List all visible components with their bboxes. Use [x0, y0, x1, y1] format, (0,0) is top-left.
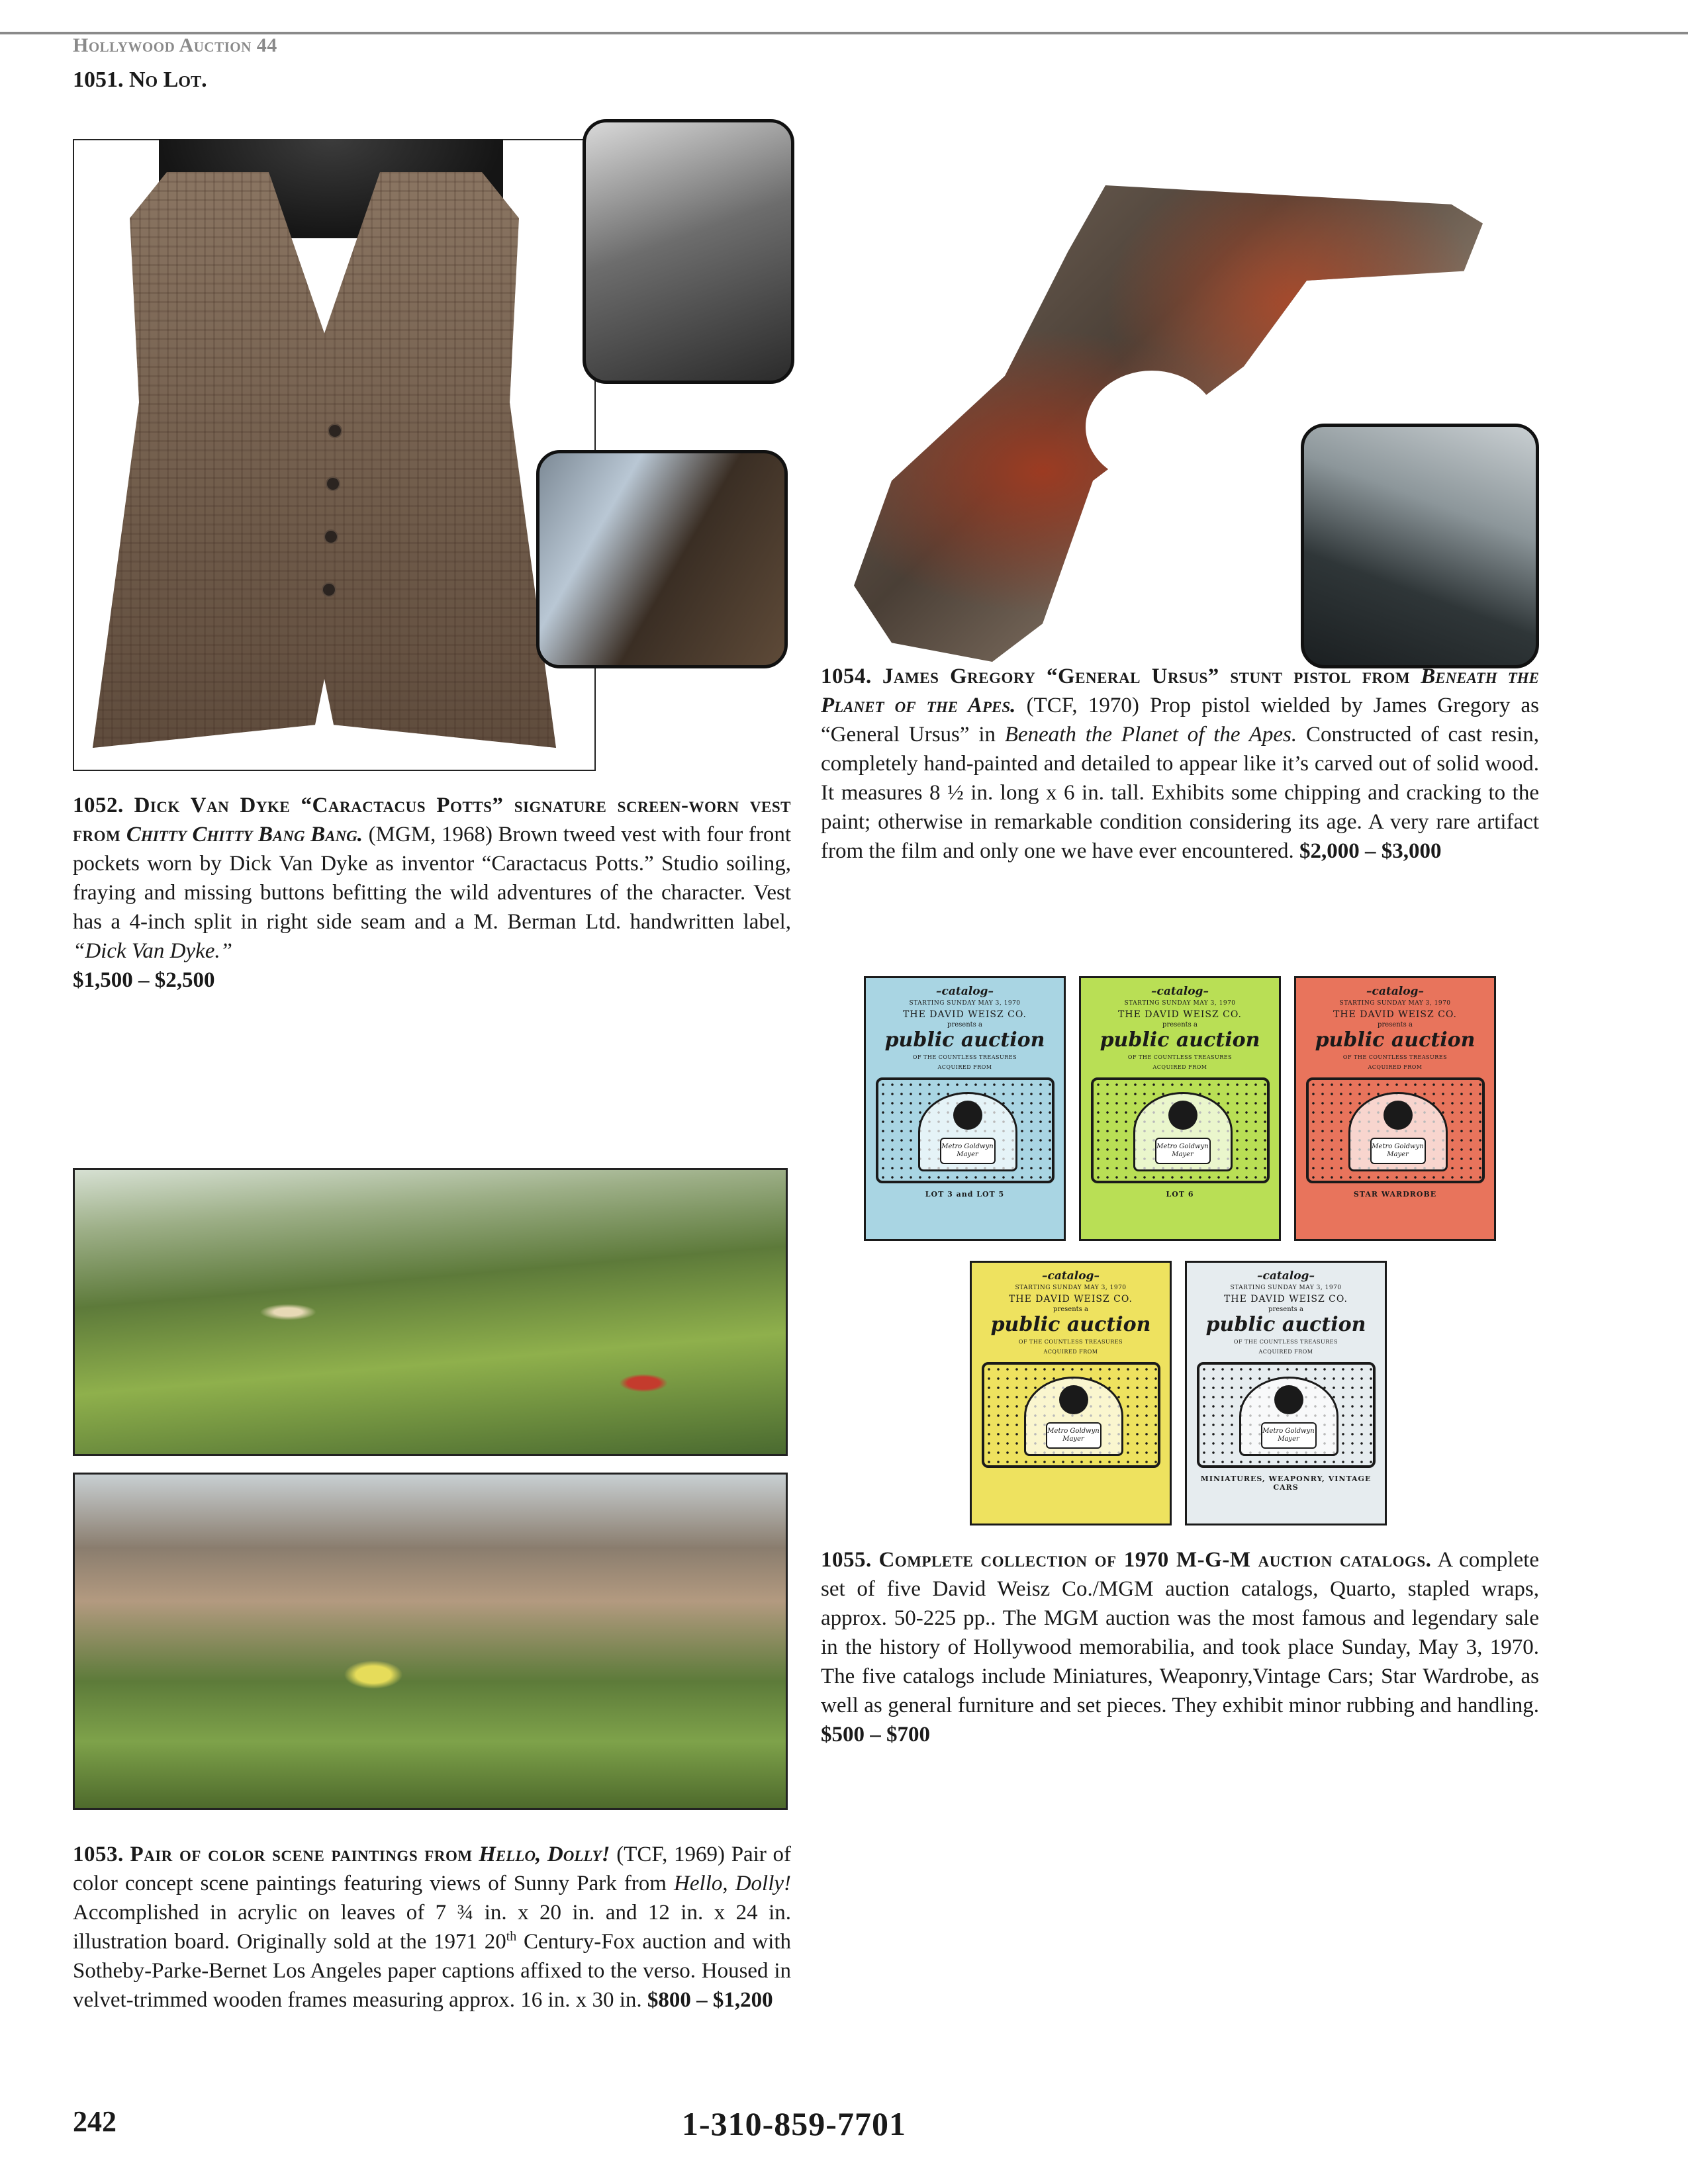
lot-1055-description	[821, 1545, 1539, 1749]
catalog-company: THE DAVID WEISZ CO.	[1224, 1294, 1348, 1304]
painting-sunny-park-promenade	[73, 1473, 788, 1810]
catalog-cover	[1079, 976, 1281, 1241]
mgm-lion-emblem-icon	[1306, 1077, 1485, 1183]
mgm-lion-emblem-icon	[1091, 1077, 1270, 1183]
lot-1053-film-inline: Hello, Dolly!	[674, 1872, 791, 1895]
emblem-frame	[1348, 1092, 1448, 1171]
catalog-title: public auction	[1205, 1313, 1366, 1336]
catalog-company: THE DAVID WEISZ CO.	[1333, 1009, 1457, 1020]
catalog-tagline-2: ACQUIRED FROM	[1152, 1064, 1207, 1070]
mgm-lion-emblem-icon	[1197, 1362, 1376, 1468]
emblem-plate: Metro Goldwyn Mayer	[940, 1138, 996, 1164]
lion-head-icon	[1274, 1385, 1303, 1414]
catalog-tagline-1: OF THE COUNTLESS TREASURES	[1127, 1054, 1233, 1060]
vest-button	[326, 477, 340, 491]
catalog-title: public auction	[884, 1028, 1045, 1052]
lot-1052-description	[73, 791, 791, 995]
vest-button	[324, 529, 338, 544]
lot-1053-film: Hello, Dolly!	[479, 1843, 610, 1866]
lot-1054-description	[821, 662, 1539, 866]
lot-1054-film: Beneath the Planet of the Apes.	[821, 664, 1540, 717]
catalog-footer: MINIATURES, WEAPONRY, VINTAGE CARS	[1200, 1475, 1372, 1492]
lot-1055-title: Complete collection of 1970 M-G-M auction catalogs.	[878, 1548, 1432, 1572]
lot-1052-estimate: $1,500 – $2,500	[73, 968, 215, 992]
lot-1055-estimate: $500 – $700	[821, 1723, 930, 1747]
emblem-frame	[1133, 1092, 1233, 1171]
catalog-tagline-1: OF THE COUNTLESS TREASURES	[912, 1054, 1017, 1060]
emblem-frame	[1239, 1377, 1338, 1456]
lot-1054-number: 1054.	[821, 664, 872, 688]
film-still-general-ursus	[1301, 424, 1539, 668]
catalog-date: STARTING SUNDAY MAY 3, 1970	[909, 1000, 1021, 1007]
lot-1052-title: Dick Van Dyke “Caractacus Potts” signature screen-worn vest from	[73, 794, 791, 846]
film-still-chitty-scene	[536, 450, 788, 668]
catalog-cover	[864, 976, 1066, 1241]
lot-1053-number: 1053.	[73, 1843, 124, 1866]
lot-1053-title: Pair of color scene paintings from	[130, 1843, 473, 1866]
catalog-company: THE DAVID WEISZ CO.	[1009, 1294, 1133, 1304]
emblem-plate: Metro Goldwyn Mayer	[1046, 1422, 1102, 1449]
lot-1052-number: 1052.	[73, 794, 124, 817]
catalog-tagline-2: ACQUIRED FROM	[1368, 1064, 1423, 1070]
lot-1053-body-3: Century-Fox auction and with Sotheby-Parke-Bernet Los Angeles paper captions affixed to the verso. Housed in velvet-trimmed wooden frames measuring approx. 16 in. x 30 in.	[73, 1930, 791, 2012]
emblem-plate: Metro Goldwyn Mayer	[1261, 1422, 1317, 1449]
catalog-heading: –catalog–	[1257, 1269, 1315, 1283]
lion-head-icon	[1383, 1101, 1413, 1130]
catalog-footer: STAR WARDROBE	[1353, 1190, 1437, 1199]
lot-1054-film-inline: Beneath the Planet of the Apes.	[1004, 723, 1297, 747]
mgm-lion-emblem-icon	[982, 1362, 1160, 1468]
page-number: 242	[73, 2105, 117, 2138]
lion-head-icon	[953, 1101, 982, 1130]
vest-button	[328, 424, 342, 438]
catalog-date: STARTING SUNDAY MAY 3, 1970	[1339, 1000, 1451, 1007]
lot-1054-body-1: (TCF, 1970) Prop pistol wielded by James Gregory as “General Ursus” in	[821, 694, 1540, 747]
catalog-presents: presents a	[1378, 1021, 1413, 1028]
lot-1054-title: James Gregory “General Ursus” stunt pistol from	[882, 664, 1411, 688]
catalog-footer: LOT 3 and LOT 5	[925, 1190, 1005, 1199]
emblem-frame	[918, 1092, 1017, 1171]
catalog-date: STARTING SUNDAY MAY 3, 1970	[1124, 1000, 1236, 1007]
mgm-lion-emblem-icon	[876, 1077, 1055, 1183]
emblem-frame	[1024, 1377, 1123, 1456]
phone-number: 1-310-859-7701	[682, 2105, 906, 2142]
catalog-presents: presents a	[947, 1021, 982, 1028]
lot-1051-no-lot: 1051. No Lot.	[73, 68, 207, 92]
pistol-trigger-guard	[1086, 371, 1218, 483]
painting-sunny-park-hillside	[73, 1168, 788, 1456]
catalog-presents: presents a	[1053, 1306, 1088, 1313]
vest-button	[322, 582, 336, 597]
catalog-title: public auction	[990, 1313, 1151, 1336]
lot-1054-body-2: Constructed of cast resin, completely hand-painted and detailed to appear like it’s carved out of solid wood. It measures 8 ½ in. long x 6 in. tall. Exhibits some chipping and cracking to the paint; otherwise in remarkable condition considering its age. A very rare artifact from the film and only one we have ever encountered.	[821, 723, 1539, 863]
film-still-chitty-cast	[583, 119, 794, 384]
catalog-tagline-2: ACQUIRED FROM	[1258, 1349, 1313, 1355]
lot-1053-body-1: (TCF, 1969) Pair of color concept scene paintings featuring views of Sunny Park from	[73, 1843, 792, 1895]
lot-1052-label-quote: “Dick Van Dyke.”	[73, 939, 233, 963]
lion-head-icon	[1059, 1385, 1088, 1414]
catalog-presents: presents a	[1162, 1021, 1197, 1028]
catalog-presents: presents a	[1268, 1306, 1303, 1313]
catalog-cover	[1185, 1261, 1387, 1525]
catalog-title: public auction	[1315, 1028, 1476, 1052]
lot-1052-body: (MGM, 1968) Brown tweed vest with four front pockets worn by Dick Van Dyke as inventor “Caractacus Potts.” Studio soiling, fraying and missing buttons befitting the wild adventures of the character. Vest has a 4-inch split in right side seam and a M. Berman Ltd. handwritten label,	[73, 823, 792, 934]
lot-1055-body: A complete set of five David Weisz Co./MGM auction catalogs, Quarto, stapled wraps, approx. 50-225 pp.. The MGM auction was the most famous and legendary sale in the history of Hollywood memorabilia, and took place Sunday, May 3, 1970. The five catalogs include Miniatures, Weaponry,Vintage Cars; Star Wardrobe, as well as general furniture and set pieces. They exhibit minor rubbing and handling.	[821, 1548, 1540, 1717]
lot-1053-superscript: th	[506, 1929, 517, 1944]
catalog-footer: LOT 6	[1166, 1190, 1194, 1199]
lot-1053-body-2: Accomplished in acrylic on leaves of 7 ¾ in. x 20 in. and 12 in. x 24 in. illustration board. Originally sold at the 1971 20	[73, 1901, 791, 1954]
lot-1052-film: Chitty Chitty Bang Bang.	[126, 823, 363, 846]
catalog-cover	[970, 1261, 1172, 1525]
catalog-heading: –catalog–	[1042, 1269, 1100, 1283]
catalog-date: STARTING SUNDAY MAY 3, 1970	[1230, 1285, 1342, 1291]
emblem-plate: Metro Goldwyn Mayer	[1155, 1138, 1211, 1164]
catalog-title: public auction	[1100, 1028, 1260, 1052]
catalog-tagline-1: OF THE COUNTLESS TREASURES	[1342, 1054, 1448, 1060]
catalog-heading: –catalog–	[1366, 985, 1424, 998]
catalog-tagline-1: OF THE COUNTLESS TREASURES	[1233, 1339, 1338, 1345]
catalog-tagline-1: OF THE COUNTLESS TREASURES	[1018, 1339, 1123, 1345]
catalog-heading: –catalog–	[936, 985, 994, 998]
lot-1053-estimate: $800 – $1,200	[647, 1988, 773, 2012]
catalog-cover	[1294, 976, 1496, 1241]
catalog-date: STARTING SUNDAY MAY 3, 1970	[1015, 1285, 1127, 1291]
catalog-company: THE DAVID WEISZ CO.	[903, 1009, 1027, 1020]
catalog-tagline-2: ACQUIRED FROM	[937, 1064, 992, 1070]
lion-head-icon	[1168, 1101, 1197, 1130]
emblem-plate: Metro Goldwyn Mayer	[1370, 1138, 1426, 1164]
catalog-tagline-2: ACQUIRED FROM	[1043, 1349, 1098, 1355]
running-head: Hollywood Auction 44	[73, 34, 277, 56]
lot-1055-number: 1055.	[821, 1548, 872, 1572]
catalog-heading: –catalog–	[1151, 985, 1209, 998]
catalog-company: THE DAVID WEISZ CO.	[1118, 1009, 1242, 1020]
lot-1053-description	[73, 1840, 791, 2015]
lot-1054-estimate: $2,000 – $3,000	[1299, 839, 1442, 863]
